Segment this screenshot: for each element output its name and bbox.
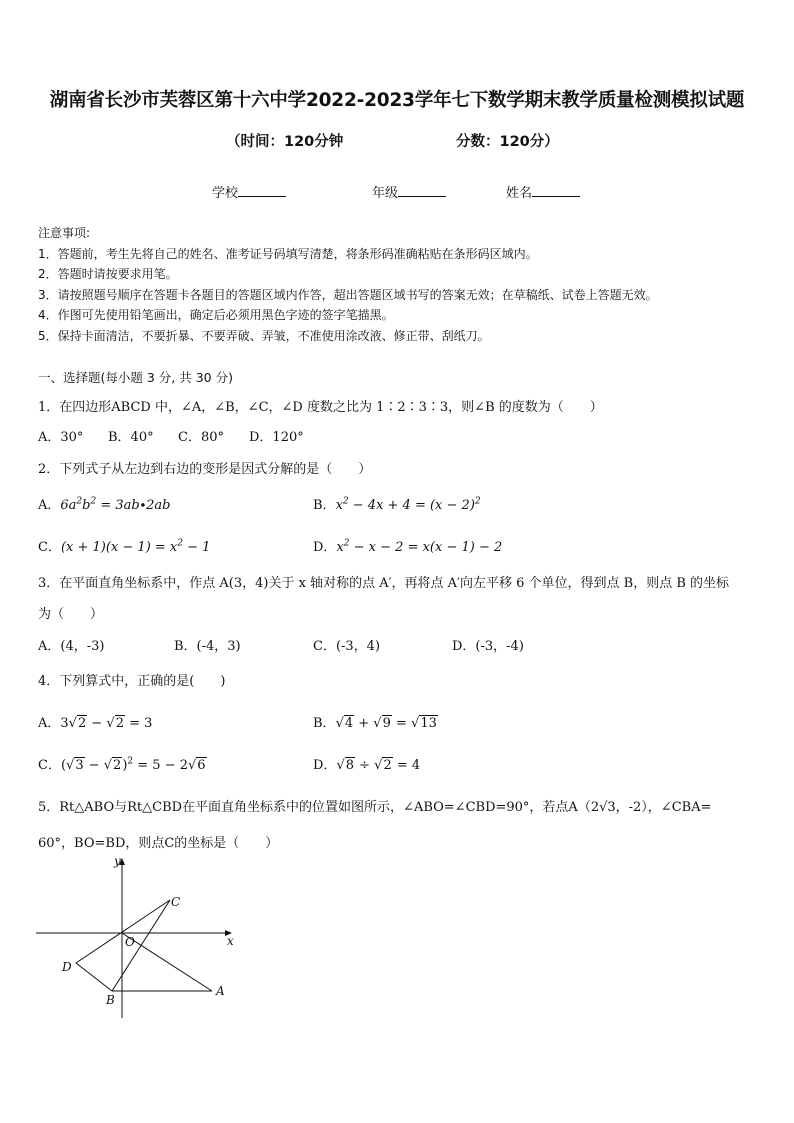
label-b: B — [106, 993, 115, 1007]
q4-expr-c: $(√3 - √2)^2 = 5 - 2√6$ — [60, 756, 206, 773]
q4-expr-a: 3√2 − √2 = 3 — [60, 716, 153, 731]
label-y: y — [114, 856, 121, 868]
q3-option-d[interactable]: D．(-3，-4) — [452, 639, 524, 654]
q1-option-a[interactable]: A．30° — [38, 430, 84, 445]
q2-option-d[interactable] — [313, 536, 502, 555]
q4-label-a: A． — [38, 716, 61, 731]
segment-db — [76, 963, 112, 991]
grade-blank[interactable] — [398, 184, 446, 197]
exam-score: 分数：120分） — [456, 134, 559, 150]
school-blank[interactable] — [238, 184, 286, 197]
q5-stem-line1: 5．Rt△ABO与Rt△CBD在平面直角坐标系中的位置如图所示，∠ABO=∠CBD=90°，若点A（2√3，-2），∠CBA= — [38, 800, 712, 815]
q1-option-d[interactable]: D．120° — [249, 430, 304, 445]
q2-option-a[interactable] — [38, 494, 170, 513]
note-item: 5．保持卡面清洁，不要折暴、不要弄破、弄皱，不准使用涂改液、修正带、刮纸刀。 — [38, 328, 490, 343]
label-x: x — [227, 934, 234, 948]
school-label: 学校 — [212, 186, 239, 201]
q1-option-c[interactable]: C．80° — [178, 430, 224, 445]
q2-expr-d: $x^2 - x - 2 = x(x - 1) - 2$ — [336, 538, 503, 555]
section-heading: 一、选择题(每小题 3 分, 共 30 分) — [38, 370, 233, 385]
q1-stem: 1．在四边形ABCD 中，∠A，∠B，∠C，∠D 度数之比为 1∶2∶3∶3，则∠B 的度数为（ ） — [38, 400, 603, 415]
q4-label-d: D． — [313, 758, 337, 773]
note-item: 1．答题前，考生先将自己的姓名、准考证号码填写清楚，将条形码准确粘贴在条形码区域内。 — [38, 246, 538, 261]
name-field — [506, 182, 580, 201]
note-item: 3．请按照题号顺序在答题卡各题目的答题区域内作答，超出答题区域书写的答案无效；在草稿纸、试卷上答题无效。 — [38, 287, 658, 302]
q4-option-b[interactable] — [313, 712, 438, 731]
q3-stem-line2: 为（ ） — [38, 607, 104, 622]
label-o: O — [125, 935, 135, 949]
q4-option-d[interactable] — [313, 754, 420, 773]
q2-label-d: D． — [313, 540, 337, 555]
exam-title: 湖南省长沙市芙蓉区第十六中学2022-2023学年七下数学期末教学质量检测模拟试题 — [49, 90, 745, 111]
note-item: 2．答题时请按要求用笔。 — [38, 267, 178, 281]
q4-expr-b: √4 + √9 = √13 — [335, 716, 437, 731]
q2-label-c: C． — [38, 540, 61, 555]
q4-expr-d: √8 ÷ √2 = 4 — [336, 758, 421, 773]
grade-field — [372, 182, 446, 201]
coordinate-figure — [34, 856, 244, 1022]
q2-label-b: B． — [313, 498, 336, 513]
name-label: 姓名 — [506, 186, 533, 201]
q4-label-b: B． — [313, 716, 336, 731]
q4-stem: 4．下列算式中，正确的是( ) — [38, 674, 226, 689]
q2-stem: 2．下列式子从左边到右边的变形是因式分解的是（ ） — [38, 462, 372, 477]
exam-time: （时间：120分钟 — [226, 134, 344, 150]
q4-label-c: C． — [38, 758, 61, 773]
grade-label: 年级 — [372, 186, 399, 201]
q3-option-b[interactable]: B．(-4，3) — [174, 639, 241, 654]
label-d: D — [62, 960, 72, 974]
q3-option-c[interactable]: C．(-3，4) — [313, 639, 381, 654]
q2-label-a: A． — [38, 498, 61, 513]
notes-heading: 注意事项: — [38, 226, 91, 240]
q4-option-a[interactable] — [38, 712, 152, 731]
q4-option-c[interactable] — [38, 754, 207, 773]
notes-block — [38, 224, 658, 347]
segment-oa — [122, 933, 212, 991]
q3-option-a[interactable]: A．(4，-3) — [38, 639, 105, 654]
segment-dc — [76, 900, 170, 963]
q2-expr-a: $6a^2b^2 = 3ab\cdot 2ab$ — [60, 496, 171, 513]
q5-stem-line2: 60°，BO=BD，则点C的坐标是（ ） — [38, 836, 279, 851]
school-field — [212, 182, 286, 201]
note-item: 4．作图可先使用铅笔画出，确定后必须用黑色字迹的签字笔描黑。 — [38, 308, 394, 322]
label-c: C — [171, 895, 181, 909]
q2-expr-c: $(x + 1)(x - 1) = x^2 - 1$ — [60, 538, 211, 555]
q3-stem-line1: 3．在平面直角坐标系中，作点 A(3，4)关于 x 轴对称的点 A′，再将点 A′向左平移 6 个单位，得到点 B，则点 B 的坐标 — [38, 576, 730, 591]
q2-option-c[interactable] — [38, 536, 210, 555]
label-a: A — [216, 984, 225, 998]
q1-option-b[interactable]: B．40° — [108, 430, 154, 445]
q2-option-b[interactable] — [313, 494, 481, 513]
q2-expr-b: $x^2 - 4x + 4 = (x - 2)^2$ — [335, 496, 481, 513]
name-blank[interactable] — [532, 184, 580, 197]
